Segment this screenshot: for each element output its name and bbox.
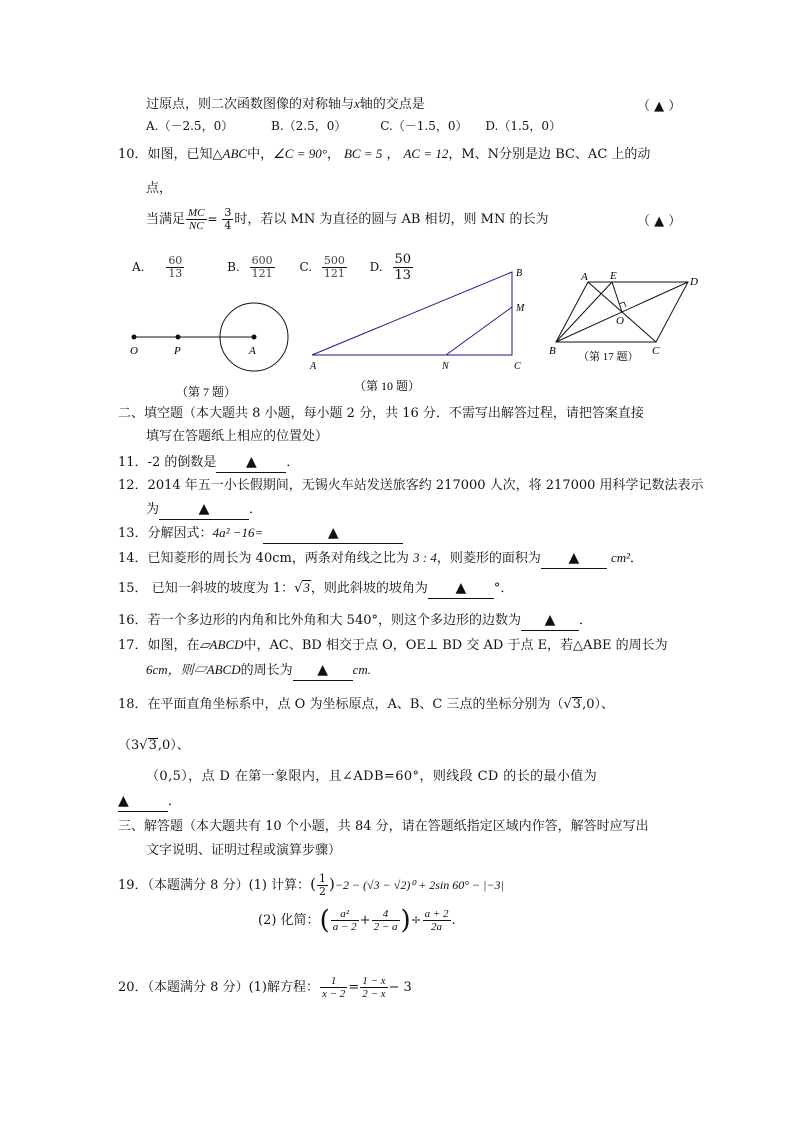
q10-number: 10． bbox=[118, 147, 148, 162]
q9-text: 过原点，则二次函数图像的对称轴与 bbox=[146, 97, 355, 112]
radicand: 3 bbox=[303, 580, 310, 595]
q18-line2a: （3 bbox=[118, 738, 140, 753]
q10-text3: M、N分别是边 BC、AC 上的动 bbox=[461, 147, 651, 162]
q17-text: 如图，在 bbox=[147, 638, 200, 653]
q14-ratio: 3 : 4 bbox=[412, 550, 437, 565]
frac-den: 4 bbox=[224, 219, 232, 232]
answer-mark: ▲ bbox=[317, 662, 329, 678]
q19-plus: + bbox=[359, 913, 371, 928]
q13 bbox=[118, 524, 403, 544]
q18-text2: ,0）、 bbox=[582, 697, 614, 712]
sqrt-symbol: √3 bbox=[139, 738, 157, 753]
q12-end: ． bbox=[249, 502, 263, 517]
q10-line1: 10．如图，已知△ABC中，∠C = 90°， BC = 5 ， AC = 12，M、N分别是边 BC、AC 上的动 bbox=[118, 146, 651, 162]
frac-den: 2 bbox=[319, 885, 326, 898]
q12 bbox=[118, 477, 704, 495]
q19-text: （本题满分 8 分）(1) 计算： bbox=[147, 878, 311, 893]
fig10-segment-mn bbox=[446, 307, 512, 355]
answer-mark: ▲ bbox=[198, 501, 210, 517]
q9-option-b: B.（2.5，0） bbox=[271, 119, 347, 133]
q10-option-d-label: D. bbox=[369, 260, 383, 274]
q19-frac1 bbox=[331, 908, 359, 933]
q20-frac2 bbox=[360, 975, 387, 1000]
q19-part2 bbox=[258, 906, 456, 936]
q9-option-c: C.（－1.5，0） bbox=[380, 119, 468, 133]
fig7-point-o bbox=[132, 335, 137, 340]
fig7-label-a: A bbox=[249, 345, 256, 357]
answer-mark: ▲ bbox=[544, 612, 556, 628]
q18-line2b: ,0）、 bbox=[157, 738, 190, 753]
q19-frac3 bbox=[423, 908, 451, 933]
q17 bbox=[118, 636, 668, 655]
section2-title-cont: 填写在答题纸上相应的位置处） bbox=[146, 429, 329, 444]
frac-num: 1 − x bbox=[362, 975, 386, 987]
q11-text: -2 的倒数是 bbox=[147, 455, 217, 470]
sqrt-symbol: √3 bbox=[294, 580, 310, 596]
q19-frac-half bbox=[317, 873, 328, 898]
fig17-label-e: E bbox=[610, 270, 617, 282]
q20-number: 20． bbox=[118, 980, 148, 995]
answer-blank[interactable] bbox=[118, 792, 168, 812]
q15-end: °． bbox=[493, 581, 514, 596]
q10-cond-pre: 当满足 bbox=[146, 212, 186, 227]
answer-blank[interactable] bbox=[263, 524, 403, 544]
fig17-label-o: O bbox=[616, 315, 624, 327]
q9-x: x bbox=[354, 96, 360, 111]
radicand: 3 bbox=[572, 697, 582, 712]
q20-frac1 bbox=[320, 975, 347, 1000]
answer-blank[interactable] bbox=[159, 500, 249, 520]
figure-10 bbox=[300, 262, 540, 396]
answer-mark: ▲ bbox=[118, 793, 129, 809]
q10-option-a-frac bbox=[166, 255, 184, 280]
q10-frac-mc-nc bbox=[186, 207, 207, 232]
frac-den: 13 bbox=[168, 267, 183, 280]
fig7-point-a bbox=[252, 335, 257, 340]
q14-number: 14． bbox=[118, 551, 148, 566]
frac-den: 2a bbox=[431, 921, 443, 933]
q19-frac2 bbox=[372, 908, 400, 933]
fig17-label-d: D bbox=[690, 276, 698, 288]
q19-paren-close: ) bbox=[400, 905, 411, 936]
q9-options bbox=[146, 117, 561, 135]
q11-end: ． bbox=[286, 455, 300, 470]
q20-tail: − 3 bbox=[388, 980, 412, 995]
answer-blank[interactable] bbox=[541, 549, 607, 569]
frac-den: 2 − a bbox=[373, 921, 398, 933]
q10-answer-mark: （ ▲ ） bbox=[637, 214, 682, 229]
answer-mark: ▲ bbox=[327, 525, 339, 541]
frac-num: MC bbox=[188, 207, 205, 219]
q10-text2: 中， bbox=[247, 147, 274, 162]
answer-mark: ▲ bbox=[455, 580, 467, 596]
frac-num: 60 bbox=[168, 254, 183, 267]
fig17-label-b: B bbox=[549, 345, 556, 357]
section2-title: 二、填空题（本大题共 8 小题，每小题 2 分，共 16 分．不需写出解答过程，请把答案直接 bbox=[118, 406, 644, 421]
fig10-label-b: B bbox=[516, 268, 523, 279]
fig17-label-a: A bbox=[581, 271, 588, 283]
q17-unit: cm. bbox=[352, 662, 372, 677]
q19-expression: −2 − (√3 − √2)⁰ + 2sin 60° − |−3| bbox=[334, 878, 504, 892]
q16-text: 若一个多边形的内角和比外角和大 540°，则这个多边形的边数为 bbox=[147, 613, 521, 628]
q17-cont bbox=[146, 661, 371, 681]
section3-title-cont: 文字说明、证明过程或演算步骤） bbox=[146, 843, 342, 858]
q10-ac: AC = 12 bbox=[403, 146, 449, 161]
q9-answer-mark: （ ▲ ） bbox=[637, 99, 682, 114]
q9-option-d: D.（1.5，0） bbox=[485, 119, 562, 133]
frac-num: 1 bbox=[319, 872, 326, 885]
q12-number: 12． bbox=[118, 478, 148, 493]
frac-num: 600 bbox=[251, 254, 273, 267]
answer-blank[interactable] bbox=[216, 453, 286, 473]
fig7-point-p bbox=[176, 335, 181, 340]
fig7-label-o: O bbox=[130, 345, 138, 357]
figure-17 bbox=[546, 266, 706, 370]
q10-eq: = bbox=[207, 212, 222, 226]
q16 bbox=[118, 611, 592, 631]
fig17-caption: （第 17 题） bbox=[578, 351, 639, 363]
figure-7 bbox=[120, 296, 300, 404]
frac-num: 3 bbox=[224, 206, 232, 219]
fig17-label-c: C bbox=[652, 345, 660, 357]
q14-end: ． bbox=[630, 551, 644, 566]
q13-expression: 4a² −16= bbox=[212, 525, 264, 540]
fig10-label-a: A bbox=[310, 361, 317, 372]
answer-mark: ▲ bbox=[245, 454, 257, 470]
q9-line bbox=[146, 95, 425, 114]
q15 bbox=[118, 579, 513, 599]
answer-blank[interactable] bbox=[428, 579, 494, 599]
q12-text: 2014 年五一小长假期间，无锡火车站发送旅客约 217000 人次，将 217000 用科学记数法表示 bbox=[147, 478, 704, 493]
q10-frac-34 bbox=[222, 207, 233, 232]
radicand: 3 bbox=[148, 738, 157, 753]
q10-option-b-frac bbox=[250, 255, 275, 280]
q17-number: 17． bbox=[118, 638, 148, 653]
q19-end: . bbox=[451, 913, 456, 928]
frac-num: a² bbox=[331, 908, 359, 921]
q20 bbox=[118, 974, 412, 1002]
q10-option-a-label: A. bbox=[132, 260, 145, 274]
q15-text2: ，则此斜坡的坡角为 bbox=[310, 581, 428, 596]
answer-mark: ▲ bbox=[568, 550, 580, 566]
q18-number: 18． bbox=[118, 697, 148, 712]
q10-triangle: ABC bbox=[222, 146, 248, 161]
q19-div: ÷ bbox=[410, 913, 422, 928]
q16-end: ． bbox=[579, 613, 593, 628]
sqrt-symbol: √3 bbox=[563, 697, 582, 712]
q14-unit: cm² bbox=[610, 550, 631, 565]
frac-den: x − 2 bbox=[322, 988, 346, 1000]
fig10-label-c: C bbox=[514, 361, 521, 372]
frac-num: 500 bbox=[323, 254, 345, 267]
q9-text-end: 轴的交点是 bbox=[359, 97, 425, 112]
q18-line2 bbox=[118, 737, 190, 755]
q11 bbox=[118, 453, 299, 473]
q15-text: 已知一斜坡的坡度为 1： bbox=[151, 581, 295, 596]
q12-cont bbox=[146, 500, 262, 520]
frac-den: 121 bbox=[251, 267, 273, 280]
fig17-segment-be bbox=[556, 282, 612, 342]
frac-den: 2 − x bbox=[362, 988, 386, 1000]
q13-number: 13． bbox=[118, 526, 148, 541]
q18-text: 在平面直角坐标系中，点 O 为坐标原点，A、B、C 三点的坐标分别为（ bbox=[147, 697, 564, 712]
q17-parallelogram: ▱ABCD bbox=[199, 637, 244, 652]
q13-text: 分解因式： bbox=[147, 526, 213, 541]
answer-blank[interactable] bbox=[293, 661, 353, 681]
q18 bbox=[118, 696, 614, 714]
q19-left-paren: ( bbox=[310, 875, 316, 893]
q19-part1 bbox=[118, 872, 504, 898]
section3-title: 三、解答题（本大题共有 10 个小题，共 84 分，请在答题纸指定区域内作答，解答时应写出 bbox=[118, 819, 649, 834]
fig7-caption: （第 7 题） bbox=[176, 385, 237, 399]
fig10-caption: （第 10 题） bbox=[354, 379, 421, 393]
q16-number: 16． bbox=[118, 613, 148, 628]
q9-option-a: A.（－2.5，0） bbox=[146, 119, 234, 133]
q12-text2: 为 bbox=[146, 502, 160, 517]
q20-text: （本题满分 8 分）(1)解方程： bbox=[147, 980, 319, 995]
q10-condition bbox=[146, 207, 549, 232]
frac-num: 50 bbox=[394, 252, 412, 267]
q14 bbox=[118, 549, 643, 569]
q10-angle: ∠C = 90° bbox=[273, 146, 327, 161]
q14-text2: ，则菱形的面积为 bbox=[436, 551, 541, 566]
q19-paren-open: ( bbox=[319, 905, 330, 936]
answer-blank[interactable] bbox=[521, 611, 579, 631]
q20-eq: = bbox=[348, 980, 360, 995]
q19-text2: (2) 化简： bbox=[258, 913, 320, 928]
q18-line3: （0,5），点 D 在第一象限内，且∠ADB=60°，则线段 CD 的长的最小值为 bbox=[146, 769, 598, 784]
q18-end: ． bbox=[168, 794, 182, 809]
frac-num: 1 bbox=[320, 975, 347, 988]
q17-parallelogram2: ▱ABCD bbox=[193, 662, 241, 677]
frac-den: a − 2 bbox=[332, 921, 357, 933]
q10-line2: 点， bbox=[146, 181, 173, 196]
frac-den: 121 bbox=[323, 267, 345, 280]
frac-num: a + 2 bbox=[424, 908, 449, 920]
q17-text4: 的周长为 bbox=[240, 663, 293, 678]
q10-option-b-label: B. bbox=[227, 260, 240, 274]
fig10-triangle bbox=[312, 272, 512, 355]
q17-text2: 中，AC、BD 相交于点 O，OE⊥ BD 交 AD 于点 E，若△ABE 的周长为 bbox=[243, 638, 668, 653]
frac-den: NC bbox=[188, 220, 204, 232]
q10-option-c-label: C. bbox=[299, 260, 313, 274]
q18-line4 bbox=[118, 792, 181, 812]
q19-number: 19． bbox=[118, 878, 148, 893]
fig7-label-p: P bbox=[174, 345, 181, 357]
q15-number: 15． bbox=[118, 581, 148, 596]
q14-text: 已知菱形的周长为 40cm，两条对角线之比为 bbox=[147, 551, 409, 566]
q17-text3: 6cm，则 bbox=[146, 662, 194, 677]
q10-text1: 如图，已知△ bbox=[147, 147, 223, 162]
frac-num: 4 bbox=[372, 908, 400, 921]
fig10-label-n: N bbox=[442, 361, 449, 372]
q11-number: 11． bbox=[118, 455, 148, 470]
q10-bc: BC = 5 bbox=[343, 146, 383, 161]
q19-right-paren: ) bbox=[329, 875, 335, 893]
frac-den: 13 bbox=[394, 268, 412, 283]
q10-cond-post: 时，若以 MN 为直径的圆与 AB 相切，则 MN 的长为 bbox=[234, 212, 549, 227]
fig10-label-m: M bbox=[516, 303, 525, 314]
